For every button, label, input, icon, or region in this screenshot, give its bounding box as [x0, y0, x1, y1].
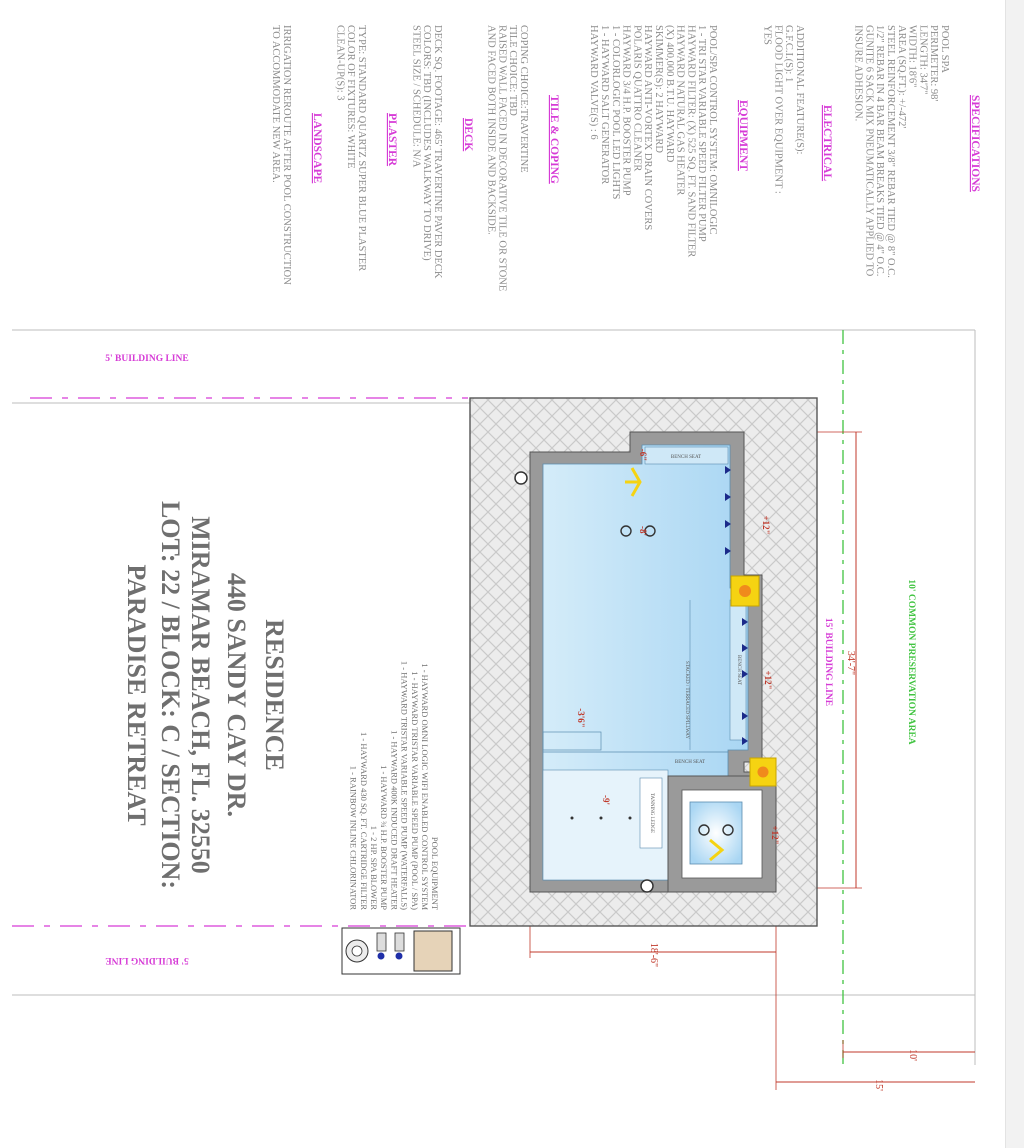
- spec-line: PERIMETER: 98': [928, 25, 940, 102]
- bench-seat-top-label: BENCH SEAT: [670, 455, 702, 460]
- pump-1-motor-icon: [378, 953, 385, 960]
- spec-lines: [853, 25, 950, 278]
- dim-setback-10-label: 10': [907, 1049, 918, 1061]
- title-line: PARADISE RETREAT: [122, 564, 151, 826]
- specifications-block: [270, 25, 981, 291]
- cleaner-head: [629, 817, 632, 820]
- bench-seat-bottom-label: BENCH SEAT: [674, 760, 706, 765]
- landscape-line: TO ACCOMMODATE NEW AREA.: [270, 25, 282, 183]
- bench-seat-mid-label: BENCH SEAT: [736, 654, 741, 686]
- cleaner-head: [600, 817, 603, 820]
- dim-setback-15-label: 15': [873, 1079, 884, 1091]
- plaster-lines: [334, 25, 367, 271]
- equipment-line: HAYWARD NATURAL GAS HEATER: [674, 25, 686, 196]
- tile-coping-lines: [486, 25, 529, 291]
- raised-wall-1-label: +12": [761, 515, 771, 535]
- equipment-line: HAYWARD VALVE(S) : 6: [588, 25, 600, 140]
- raised-wall-2-label: +12": [763, 670, 773, 690]
- spec-line: STEEL REINFORCEMENT 3/8" REBAR TIED @ 8" O.C.: [885, 25, 896, 278]
- equipment-line: (X) 400,000 B.T.U. HAYWARD: [663, 25, 675, 163]
- cleaner-head: [571, 817, 574, 820]
- deck-line: DECK SQ. FOOTAGE: 465' TRAVERTINE PAVER DECK: [432, 25, 443, 279]
- electrical-line: YES: [761, 25, 773, 45]
- deck-line: COLORS: TBD (INCLUDES WALKWAY TO DRIVE): [421, 25, 433, 261]
- building-line-5-top-label: 5' BUILDING LINE: [105, 354, 189, 364]
- landscape-lines: [270, 25, 292, 285]
- pool-equipment-item: 1 - HAYWARD 400K INDUCED DRAFT HEATER: [389, 730, 400, 910]
- fire-bowl-1-flame-icon: [739, 585, 751, 597]
- spec-line: 1/2" REBAR IN 4 BAR BEAM BREAKS TIED @ 4" O.C.: [874, 25, 886, 277]
- tanning-ledge-label: TANNING LEDGE: [649, 792, 654, 834]
- equipment-line: 1 - COLORLOGIC POOL LED LIGHTS: [609, 25, 621, 200]
- pool-plan: [470, 398, 817, 926]
- building-line-15-label: 15' BUILDING LINE: [823, 617, 833, 707]
- pool-equipment-item: 1 - HAYWARD ¾ H.P. BOOSTER PUMP: [379, 765, 390, 910]
- landscape-heading: LANDSCAPE: [311, 113, 323, 184]
- raised-wall-3-label: +12": [770, 825, 780, 845]
- pool-equipment-item: 1 - HAYWARD 430 SQ. FT. CARTRIDGE FILTER: [358, 732, 369, 910]
- equipment-line: 1 - HAYWARD SALT GENERATOR: [599, 25, 610, 185]
- building-line-5-bottom-label: 5' BUILDING LINE: [105, 955, 189, 965]
- plaster-line: COLOR OF FIXTURES: WHITE: [345, 25, 357, 169]
- electrical-lines: [762, 25, 805, 194]
- pool-equipment-list: [349, 661, 440, 911]
- tile-coping-line: COPING CHOICE:TRAVERTINE: [518, 25, 529, 173]
- electrical-line: FLOOD LIGHT OVER EQUIPMENT :: [772, 25, 784, 194]
- spec-line: AREA (SQ.FT.): +/-472': [895, 25, 907, 129]
- dim-length-label: 34'-7": [845, 650, 856, 676]
- spec-line: POOL SPA: [939, 25, 950, 73]
- equipment-heading: EQUIPMENT: [737, 100, 749, 171]
- depth-top-label: -6": [638, 448, 648, 462]
- spec-line: GUNITE 6 SACK MIX PNEUMATICALLY APPLIED TO: [863, 25, 875, 277]
- spec-line: LENGTH: 34'7": [917, 25, 929, 95]
- spec-line: INSURE ADHESION.: [852, 25, 864, 122]
- pool-equipment-item: 1 - 2 HP. SPA BLOWER: [369, 825, 379, 910]
- equipment-line: 1 - TRI STAR VARIABLE SPEED FILTER PUMP: [696, 25, 708, 242]
- title-line: RESIDENCE: [260, 619, 289, 771]
- equipment-line: HAYWARD 3/4 H.P. BOOSTER PUMP: [620, 25, 632, 196]
- fire-bowl-2-flame-icon: [758, 767, 769, 778]
- pump-2-icon: [395, 933, 404, 951]
- pool-equipment-item: 1 - HAYWARD TRISTAR VARIABLE SPEED PUMP (WATERFALLS): [399, 660, 410, 910]
- equipment-line: POOL/SPA CONTROL SYSTEM: OMNILOGIC: [707, 25, 718, 235]
- plaster-line: TYPE: STANDARD QUARTZ SUPER BLUE PLASTER: [356, 25, 367, 272]
- dim-width-label: 18'-6": [648, 942, 659, 968]
- pool-equipment-item: 1 - HAYWARD TRISTAR VARIABLE SPEED PUMP (POOL / SPA): [409, 671, 420, 910]
- depth-deep-label: -9': [601, 795, 611, 805]
- skimmer-icon: [515, 472, 527, 484]
- depth-shallow-label: -3'6": [576, 708, 586, 728]
- deck-line: STEEL SIZE / SCHEDULE: N/A: [410, 25, 422, 168]
- equipment-lines: [588, 25, 718, 257]
- title-block: [122, 501, 289, 889]
- filter-core-icon: [352, 946, 362, 956]
- skimmer-icon: [641, 880, 653, 892]
- depth-mid-label: -8': [638, 526, 648, 536]
- common-area-label: 10' COMMON PRESERVATION AREA: [906, 579, 916, 745]
- title-line: LOT: 22 / BLOCK: C / SECTION:: [156, 500, 185, 890]
- tile-coping-line: TILE CHOICE: TBD: [507, 25, 519, 116]
- spec-line: WIDTH: 18'6": [906, 25, 918, 88]
- stairs-label: STACKED / TERRACED SPILLWAY: [684, 661, 689, 739]
- deck-heading: DECK: [462, 118, 474, 152]
- tile-coping-heading: TILE & COPING: [548, 95, 560, 184]
- landscape-line: IRRIGATION REROUTE AFTER POOL CONSTRUCTION: [281, 25, 292, 285]
- equipment-pad: [342, 928, 460, 974]
- plaster-heading: PLASTER: [386, 113, 398, 167]
- title-line: 440 SANDY CAY DR.: [222, 572, 251, 818]
- plaster-line: CLEAN-UP(S): 3: [334, 25, 346, 101]
- pool-equipment-heading: POOL EQUIPMENT: [430, 836, 440, 910]
- electrical-heading: ELECTRICAL: [821, 105, 833, 182]
- equipment-line: HAYWARD ANTI-VORTEX DRAIN COVERS: [642, 25, 654, 231]
- equipment-line: POLARIS QUATTRO CLEANER: [631, 25, 643, 172]
- heater-icon: [414, 931, 452, 971]
- pump-2-motor-icon: [396, 953, 403, 960]
- electrical-line: G.F.C.I.(S): 1: [783, 25, 795, 83]
- tile-coping-line: AND FACED BOTH INSIDE AND BACKSIDE.: [485, 25, 497, 235]
- pool-equipment-item: 1 - RAINBOW INLINE CHLORINATOR: [348, 765, 359, 910]
- equipment-line: HAYWARD FILTER: (X) 525 SQ. FT. SAND FILTER: [685, 25, 697, 258]
- specifications-heading: SPECIFICATIONS: [969, 95, 981, 192]
- equipment-line: SKIMMER(S): 2 HAYWARD: [653, 25, 664, 153]
- pool-equipment-items: [349, 661, 430, 911]
- electrical-line: ADDITIONAL FEATURE(S):: [794, 25, 805, 155]
- pool-equipment-item: 1 - HAYWARD OMNI LOGIC WIFI ENABLED CONTROL SYSTEM: [420, 663, 430, 910]
- tile-coping-line: RAISED WALL FACED IN DECORATIVE TILE OR STONE: [496, 25, 508, 292]
- pump-1-icon: [377, 933, 386, 951]
- deck-lines: [410, 25, 443, 279]
- title-line: MIRAMAR BEACH, FL. 32550: [186, 516, 215, 874]
